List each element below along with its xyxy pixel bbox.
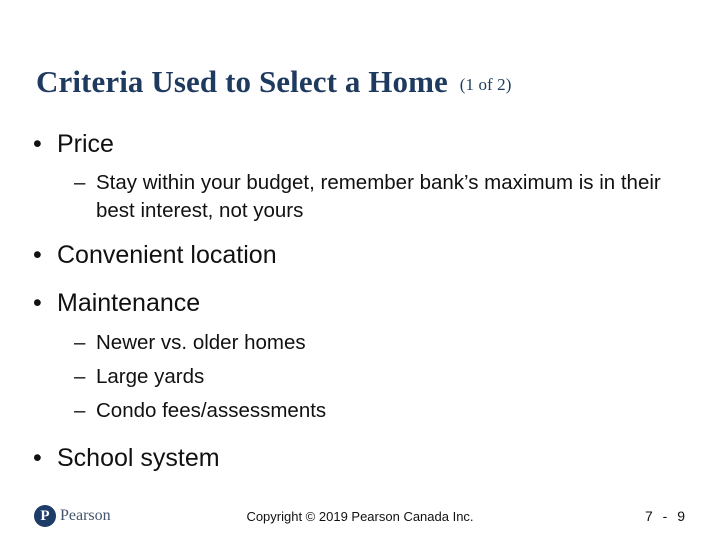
pearson-logo-text: Pearson: [60, 507, 111, 524]
copyright-text: Copyright © 2019 Pearson Canada Inc.: [246, 509, 474, 524]
bullet-marker: •: [33, 241, 42, 269]
bullet-label: Maintenance: [57, 289, 201, 317]
slide-title-main: Criteria Used to Select a Home: [36, 64, 448, 99]
dash-marker: –: [74, 171, 86, 194]
slide-title: [36, 64, 512, 100]
pearson-logo-icon: P: [34, 505, 56, 527]
page-number: 7 - 9: [644, 508, 688, 524]
sub-bullet-item: [74, 169, 684, 225]
bullet-item: [33, 129, 114, 159]
dash-marker: –: [74, 365, 86, 388]
bullet-item: [33, 240, 277, 270]
bullet-label: Price: [57, 130, 114, 158]
bullet-label: School system: [57, 444, 220, 472]
sub-bullet-item: [74, 397, 684, 425]
dash-marker: –: [74, 331, 86, 354]
sub-bullet-text: Condo fees/assessments: [96, 399, 327, 422]
bullet-marker: •: [33, 289, 42, 317]
bullet-marker: •: [33, 444, 42, 472]
bullet-marker: •: [33, 130, 42, 158]
bullet-item: [33, 443, 220, 473]
sub-bullet-item: [74, 363, 684, 391]
sub-bullet-item: [74, 329, 684, 357]
bullet-item: [33, 288, 200, 318]
sub-bullet-text: Large yards: [96, 365, 205, 388]
sub-bullet-text: Stay within your budget, remember bank’s maximum is in their best interest, not yours: [96, 171, 661, 222]
slide-title-part: (1 of 2): [459, 75, 512, 94]
bullet-label: Convenient location: [57, 241, 277, 269]
dash-marker: –: [74, 399, 86, 422]
sub-bullet-text: Newer vs. older homes: [96, 331, 306, 354]
